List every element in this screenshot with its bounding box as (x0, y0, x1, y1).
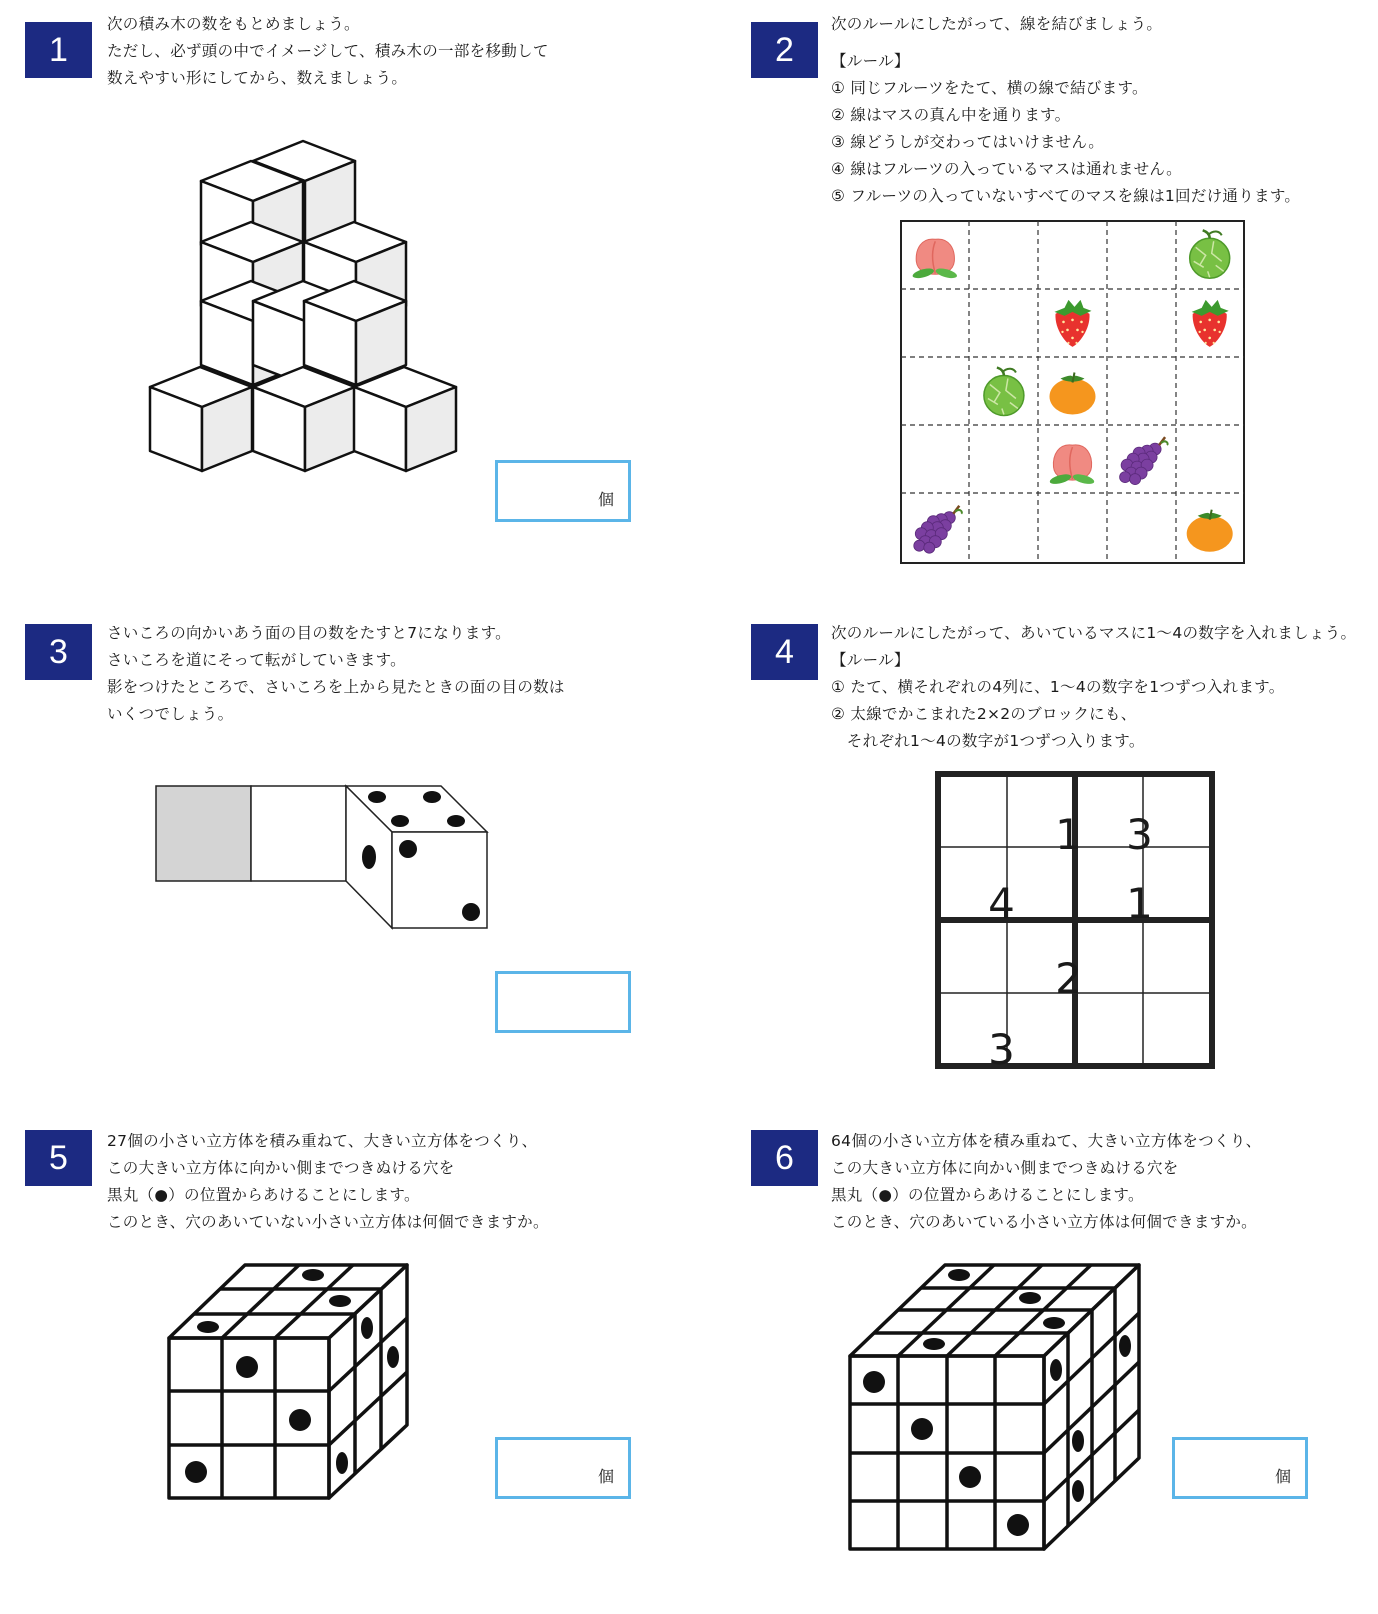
answer-box-1[interactable] (495, 460, 631, 522)
strawberry-icon (1192, 300, 1229, 347)
problem-4-text (831, 620, 1356, 755)
text-line: 黒丸（●）の位置からあけることにします。 (831, 1186, 1144, 1204)
text-line: それぞれ1～4の数字が1つずつ入ります。 (831, 732, 1145, 750)
path-square (251, 786, 346, 881)
text-line: いくつでしょう。 (107, 705, 234, 723)
text-line: ④ 線はフルーツの入っているマスは通れません。 (831, 160, 1182, 178)
text-line: ⑤ フルーツの入っていないすべてのマスを線は1回だけ通ります。 (831, 187, 1301, 205)
answer-box-5[interactable] (495, 1437, 631, 1499)
fruit-grid (900, 220, 1245, 565)
text-line: 次のルールにしたがって、線を結びましょう。 (831, 15, 1163, 33)
problem-number-6: 6 (751, 1130, 818, 1186)
text-line: 27個の小さい立方体を積み重ねて、大きい立方体をつくり、 (107, 1132, 538, 1150)
peach-icon (1049, 445, 1095, 486)
dice-path-figure (150, 780, 495, 940)
grape-icon (914, 506, 962, 554)
text-line: 【ルール】 (831, 651, 910, 669)
text-line: このとき、穴のあいている小さい立方体は何個できますか。 (831, 1213, 1257, 1231)
text-line: このとき、穴のあいていない小さい立方体は何個できますか。 (107, 1213, 549, 1231)
text-line: ③ 線どうしが交わってはいけません。 (831, 133, 1104, 151)
sudoku-cell[interactable]: 3 (988, 1025, 1015, 1074)
peach-icon (912, 239, 958, 280)
sudoku-numbers (962, 793, 1246, 1097)
problem-2-text (831, 11, 1300, 210)
problem-number-5: 5 (25, 1130, 92, 1186)
text-line: 次のルールにしたがって、あいているマスに1～4の数字を入れましょう。 (831, 624, 1357, 642)
text-line: ② 太線でかこまれた2×2のブロックにも、 (831, 705, 1137, 723)
sudoku-cell[interactable]: 1 (1126, 879, 1153, 928)
problem-number-2: 2 (751, 22, 818, 78)
sudoku-cell[interactable]: 3 (1126, 810, 1153, 859)
problem-number-3: 3 (25, 624, 92, 680)
text-line: 64個の小さい立方体を積み重ねて、大きい立方体をつくり、 (831, 1132, 1262, 1150)
cube-64-figure (842, 1255, 1147, 1555)
cube-27-figure (160, 1255, 420, 1510)
shaded-square (156, 786, 251, 881)
problem-3-text (107, 620, 565, 728)
text-line: ただし、必ず頭の中でイメージして、積み木の一部を移動して (107, 42, 549, 60)
text-line: 数えやすい形にしてから、数えましょう。 (107, 69, 408, 87)
answer-box-6[interactable] (1172, 1437, 1308, 1499)
text-line: さいころの向かいあう面の目の数をたすと7になります。 (107, 624, 511, 642)
orange-icon (1050, 373, 1096, 415)
text-line: 次の積み木の数をもとめましょう。 (107, 15, 360, 33)
problem-5-text (107, 1128, 549, 1236)
problem-number-4: 4 (751, 624, 818, 680)
sudoku-cell[interactable]: 1 (1055, 810, 1082, 859)
text-line: ① たて、横それぞれの4列に、1～4の数字を1つずつ入れます。 (831, 678, 1285, 696)
unit-label: 個 (1274, 1467, 1291, 1486)
grape-icon (1120, 437, 1168, 485)
text-line: 【ルール】 (831, 52, 910, 70)
melon-icon (1190, 230, 1230, 278)
text-line: この大きい立方体に向かい側までつきぬける穴を (831, 1159, 1179, 1177)
text-line: さいころを道にそって転がしていきます。 (107, 651, 406, 669)
text-line: ② 線はマスの真ん中を通ります。 (831, 106, 1071, 124)
answer-box-3[interactable] (495, 971, 631, 1033)
text-line: 黒丸（●）の位置からあけることにします。 (107, 1186, 420, 1204)
unit-label: 個 (597, 490, 614, 509)
text-line: ① 同じフルーツをたて、横の線で結びます。 (831, 79, 1148, 97)
problem-1-text (107, 11, 549, 92)
stacked-blocks-figure (140, 130, 470, 490)
sudoku-cell[interactable]: 4 (988, 879, 1015, 928)
problem-number-1: 1 (25, 22, 92, 78)
problem-6-text (831, 1128, 1261, 1236)
orange-icon (1187, 510, 1233, 552)
text-line: この大きい立方体に向かい側までつきぬける穴を (107, 1159, 455, 1177)
sudoku-cell[interactable]: 2 (1055, 954, 1082, 1003)
strawberry-icon (1055, 300, 1092, 347)
melon-icon (984, 368, 1024, 416)
text-line: 影をつけたところで、さいころを上から見たときの面の目の数は (107, 678, 565, 696)
unit-label: 個 (597, 1467, 614, 1486)
